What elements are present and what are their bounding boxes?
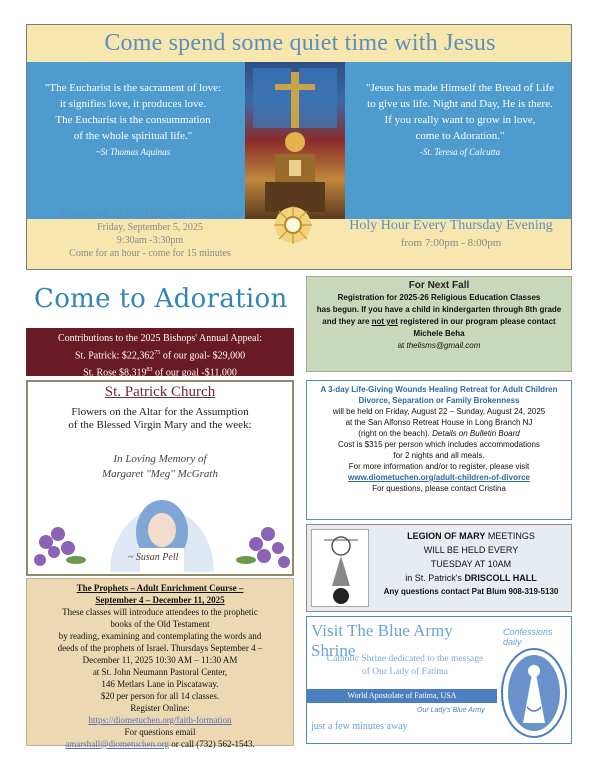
- aquinas-quote: [33, 80, 233, 160]
- legion-meeting-info: LEGION OF MARY MEETINGS WILL BE HELD EVERY TUESDAY AT 10AM in St. Patrick's DRISCOLL HALL Any questions contact Pat Blum 908-319-5130: [383, 531, 559, 596]
- stained-glass-image: [245, 62, 345, 219]
- legion-emblem: [311, 529, 369, 607]
- fatima-seal: [499, 645, 569, 741]
- quote-line: If you really want to grow in love,: [384, 114, 536, 126]
- retreat-heading: A 3-day Life-Giving Wounds Healing Retreat for Adult Children: [320, 385, 558, 394]
- legion-of-mary-box: [306, 524, 572, 612]
- blue-army-title: Visit The Blue Army Shrine: [311, 621, 453, 660]
- fatima-seal-icon: [499, 645, 569, 741]
- quote-line: to give us life. Night and Day, He is there.: [367, 98, 553, 110]
- retreat-subheading: Divorce, Separation or Family Brokenness: [358, 396, 520, 405]
- course-email-link[interactable]: amarshall@diometuchen.org: [65, 739, 170, 749]
- quote-attribution: ~St Thomas Aquinas: [95, 147, 171, 157]
- in-memory-of: In Loving Memory of Margaret "Meg" McGrath: [102, 453, 218, 480]
- adoration-banner: [26, 24, 572, 270]
- religious-education-box: For Next Fall Registration for 2025-26 Religious Education Classes has begun. If you have a child in kindergarten through 8th grade and they are not yet registered in our program please contact Michele Beha at thelisms@gmail.com: [306, 276, 572, 372]
- appeal-heading: Contributions to the 2025 Bishops' Annual Appeal:: [57, 333, 263, 344]
- teresa-quote: [353, 80, 567, 160]
- appeal-st-patrick: St. Patrick: $22,362$^{75}$ of our goal- $29,000: [74, 350, 246, 362]
- next-fall-body: has begun. If you have a child in kindergarten through 8th grade and they are not yet registered in our program please contact Michele Beha: [316, 305, 562, 338]
- altar-icon: [245, 62, 345, 219]
- holy-hour: [333, 217, 569, 251]
- next-fall-subheading: Registration for 2025-26 Religious Education Classes: [337, 293, 541, 302]
- blue-army-shrine-box: [306, 616, 572, 744]
- shrine-description: Catholic Shrine dedicated to the message of Our Lady of Fatima: [326, 654, 484, 677]
- monstrance-icon: [273, 205, 313, 245]
- flowers-donor: ~ Susan Pell: [128, 552, 179, 563]
- altar-flowers-box: [26, 380, 294, 576]
- quote-line: "Jesus has made Himself the Bread of Life: [365, 82, 555, 94]
- flowers-dedication: Flowers on the Altar for the Assumption of the Blessed Virgin Mary and the week:: [68, 406, 252, 431]
- quote-attribution: -St. Teresa of Calcutta: [419, 147, 501, 157]
- appeal-st-rose: St. Rose $8,319$^{83}$ of our goal -$11,000: [83, 367, 237, 379]
- adoration-time: 9:30am -3:30pm: [116, 235, 184, 246]
- course-dates: September 4 – December 11, 2025: [95, 595, 225, 605]
- legion-of-mary-emblem-icon: [312, 530, 370, 608]
- church-name: St. Patrick Church: [104, 384, 216, 400]
- adoration-note: Come for an hour - come for 15 minutes: [69, 248, 231, 259]
- come-to-adoration-heading: Come to Adoration: [34, 284, 288, 314]
- blue-army-tagline: Our Lady's Blue Army: [417, 707, 485, 714]
- quote-line: The Eucharist is the consummation: [55, 114, 211, 126]
- adoration-date: Friday, September 5, 2025: [97, 222, 203, 233]
- quote-line: of the whole spiritual life.": [73, 130, 193, 142]
- confessions-note: Confessions daily: [503, 627, 553, 647]
- bishops-appeal-box: [26, 328, 294, 379]
- world-apostolate-bar: World Apostolate of Fatima, USA: [307, 689, 497, 703]
- retreat-link[interactable]: www.diometuchen.org/adult-children-of-divorce: [348, 473, 530, 482]
- shrine-distance: just a few minutes away: [311, 721, 408, 732]
- quote-line: it signifies love, it produces love.: [59, 98, 207, 110]
- next-fall-heading: For Next Fall: [408, 280, 470, 291]
- adoration-heading: Adoration of the Blessed Sacrament: [56, 205, 244, 220]
- michele-email-link[interactable]: thelisms@gmail.com: [406, 341, 481, 350]
- course-heading: The Prophets – Adult Enrichment Course –: [76, 583, 244, 593]
- quote-line: come to Adoration.": [415, 130, 505, 142]
- healing-retreat-box: A 3-day Life-Giving Wounds Healing Retreat for Adult Children Divorce, Separation or Family Brokenness will be held on Friday, August 22 – Sunday, August 24, 2025 at the San Alfonso Retreat House in Long Branch NJ (right on the beach). Details on Bulletin Board Cost is $315 per person which includes accommodations for 2 nights and all meals. For more information and/or to register, please visit www.diometuchen.org/adult-children-of-divorce For questions, please contact Cristina: [306, 380, 572, 520]
- quote-line: "The Eucharist is the sacrament of love:: [44, 82, 222, 94]
- prophets-course-box: The Prophets – Adult Enrichment Course – September 4 – December 11, 2025 These classes will introduce attendees to the prophetic books of the Old Testament by reading, examining and contemplating the words and deeds of the prophets of Israel. Thursdays September 4 – December 11, 2025 10:30 AM – 11:30 AM at St. John Neumann Pastoral Center, 146 Metlars Lane in Piscataway. $20 per person for all 14 classes. Register Online: https://diometuchen.org/faith-formation For questions email amarshall@diometuchen.org or call (732) 562-1543.: [26, 578, 294, 746]
- holy-hour-heading: Holy Hour Every Thursday Evening: [349, 218, 553, 233]
- banner-title: Come spend some quiet time with Jesus: [27, 25, 572, 62]
- adoration-schedule: [35, 205, 265, 260]
- faith-formation-link[interactable]: https://diometuchen.org/faith-formation: [88, 715, 232, 725]
- holy-hour-time: from 7:00pm - 8:00pm: [400, 237, 502, 249]
